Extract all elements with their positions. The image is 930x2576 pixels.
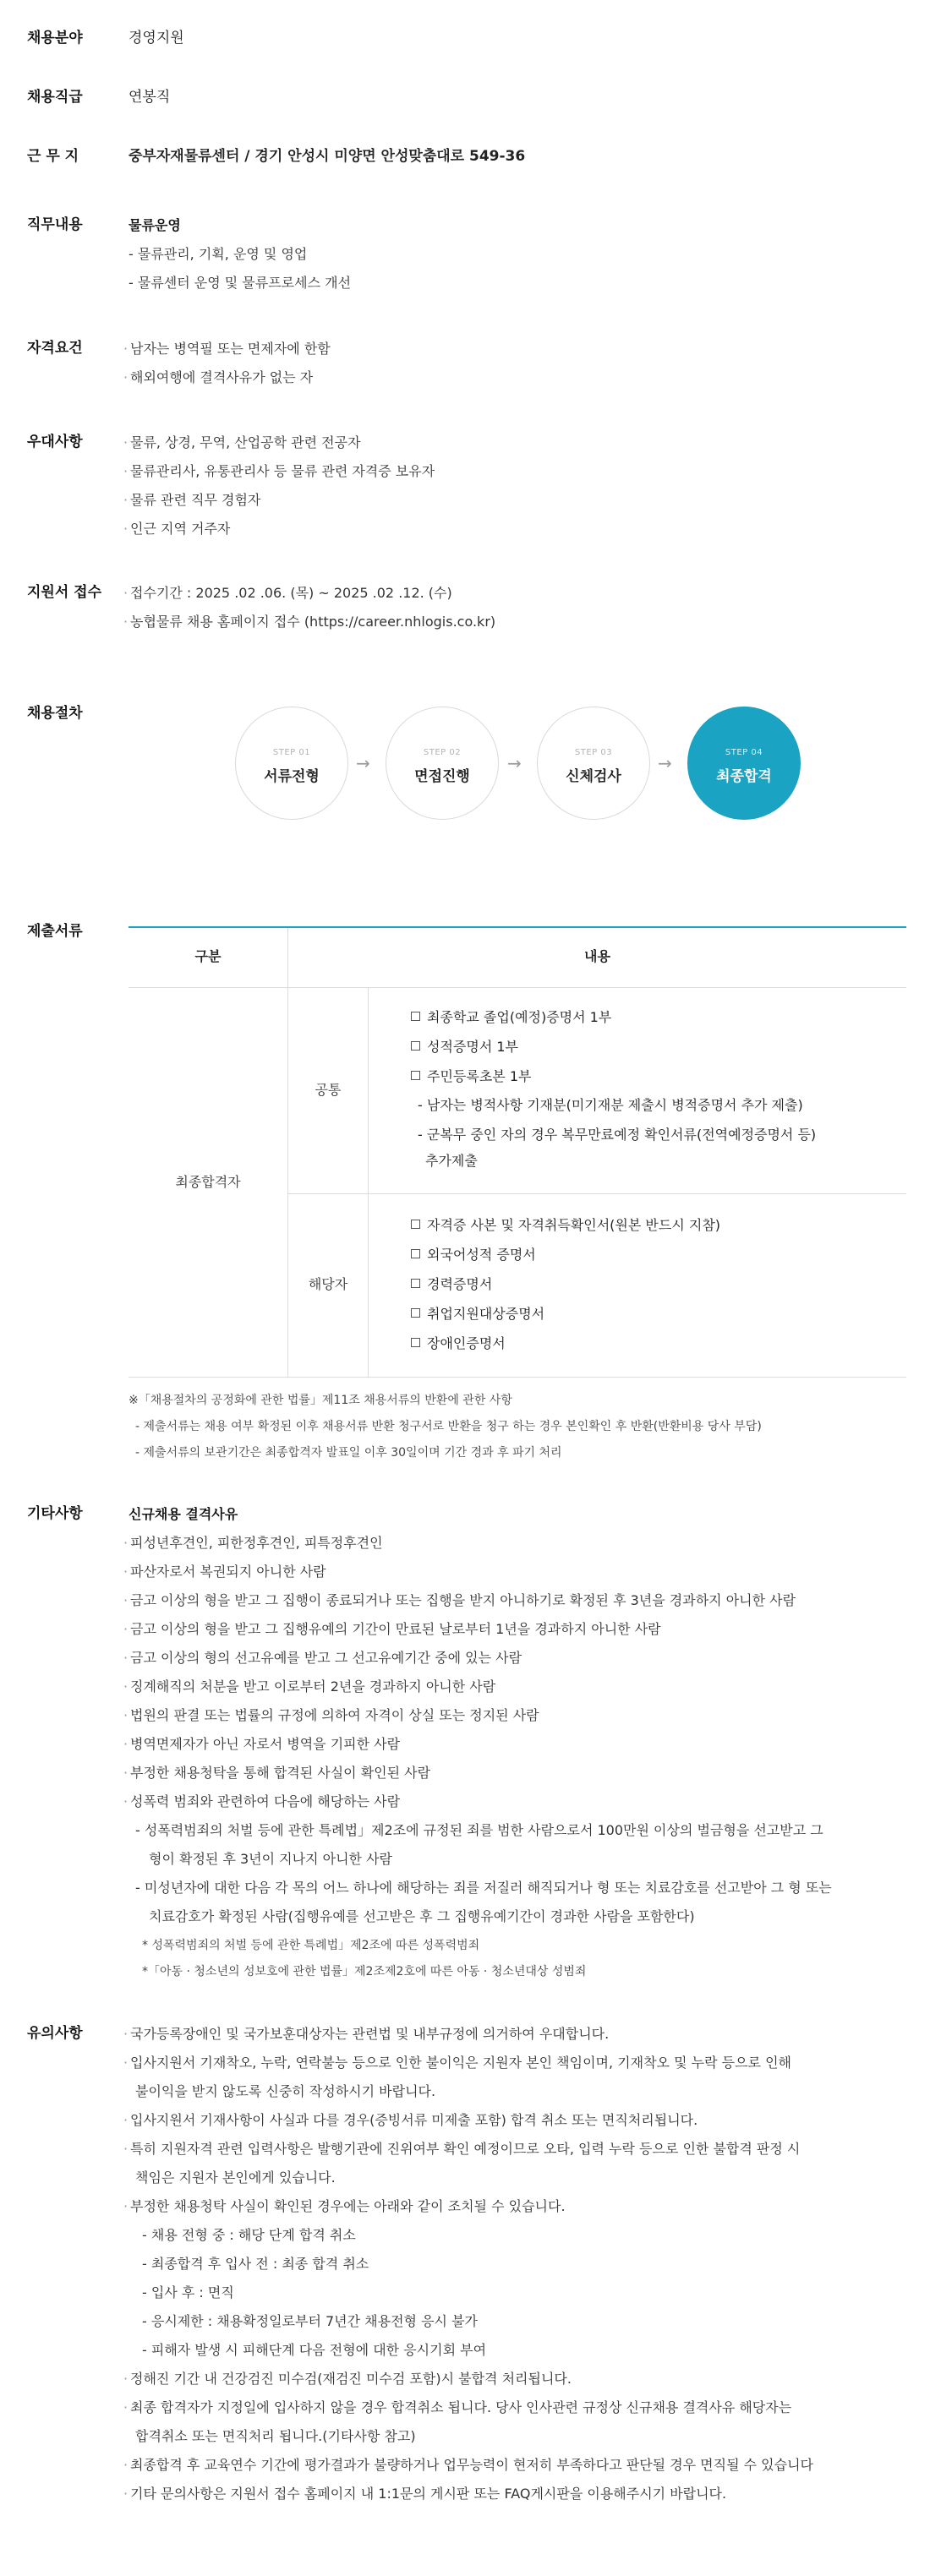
- label-qualifications: 자격요건: [27, 340, 83, 357]
- label-location: 근 무 지: [27, 148, 79, 165]
- checkbox-icon: [411, 1220, 420, 1229]
- application-item: · 접수기간 : 2025 .02 .06. (목) ~ 2025 .02 .12. (수): [123, 585, 452, 601]
- notice-item: · 최종 합격자가 지정일에 입사하지 않을 경우 합격취소 됩니다. 당사 인사관련 규정상 신규채용 결격사유 해당자는: [123, 2399, 792, 2415]
- document-subitem: - 군복무 중인 자의 경우 복무만료예정 확인서류(전역예정증명서 등): [418, 1127, 817, 1143]
- row-label-final: 최종합격자: [175, 1174, 241, 1190]
- arrow-right-icon: →: [356, 753, 370, 773]
- table-top-border: [129, 926, 906, 928]
- step-physical-exam: [537, 707, 650, 820]
- disqualification-item: · 법원의 판결 또는 법률의 규정에 의하여 자격이 상실 또는 정지된 사람: [123, 1707, 539, 1723]
- qualification-item: · 남자는 병역필 또는 면제자에 한함: [123, 341, 331, 357]
- checkbox-icon: [411, 1041, 420, 1051]
- disqualification-item: · 파산자로서 복권되지 아니한 사람: [123, 1564, 326, 1580]
- document-item: 취업지원대상증명서: [411, 1307, 544, 1321]
- notice-item-cont: 합격취소 또는 면직처리 됩니다.(기타사항 참고): [135, 2428, 416, 2444]
- notice-item: · 특히 지원자격 관련 입력사항은 발행기관에 진위여부 확인 예정이므로 오타, 입력 누락 등으로 인한 불합격 판정 시: [123, 2141, 801, 2157]
- notice-subitem: - 응시제한 : 채용확정일로부터 7년간 채용전형 응시 불가: [142, 2313, 478, 2329]
- checkbox-icon: [411, 1071, 420, 1080]
- document-item: 경력증명서: [411, 1278, 492, 1291]
- checkbox-icon: [411, 1308, 420, 1318]
- label-preferences: 우대사항: [27, 434, 83, 450]
- step-number: STEP 04: [725, 748, 763, 757]
- preference-item: · 물류, 상경, 무역, 산업공학 관련 전공자: [123, 434, 361, 450]
- step-name: 최종합격: [716, 768, 772, 785]
- checkbox-icon: [411, 1012, 420, 1021]
- label-field: 채용분야: [27, 30, 83, 46]
- row-label-applicable: 해당자: [308, 1276, 348, 1292]
- table-header-content: 내용: [584, 948, 610, 964]
- notice-item: · 기타 문의사항은 지원서 접수 홈페이지 내 1:1문의 게시판 또는 FAQ게시판을 이용해주시기 바랍니다.: [123, 2486, 727, 2502]
- value-location: 중부자재물류센터 / 경기 안성시 미양면 안성맞춤대로 549-36: [129, 148, 526, 165]
- notice-subitem: - 입사 후 : 면직: [142, 2284, 234, 2300]
- step-interview: [386, 707, 499, 820]
- step-number: STEP 02: [423, 748, 462, 757]
- notice-item-cont: 불이익을 받지 않도록 신중히 작성하시기 바랍니다.: [135, 2083, 436, 2099]
- step-name: 신체검사: [566, 768, 621, 785]
- document-note: ※「채용절차의 공정화에 관한 법률」제11조 채용서류의 반환에 관한 사항: [129, 1394, 512, 1407]
- label-duties: 직무내용: [27, 216, 83, 233]
- disqualification-subitem-cont: 형이 확정된 후 3년이 지나지 아니한 사람: [149, 1851, 392, 1867]
- notice-item: · 입사지원서 기재착오, 누락, 연락불능 등으로 인한 불이익은 지원자 본인 책임이며, 기재착오 및 누락 등으로 인해: [123, 2055, 791, 2071]
- disqualification-item: · 성폭력 범죄와 관련하여 다음에 해당하는 사람: [123, 1793, 401, 1809]
- notice-item: · 부정한 채용청탁 사실이 확인된 경우에는 아래와 같이 조치될 수 있습니다.: [123, 2198, 566, 2214]
- footnote: * 성폭력범죄의 처벌 등에 관한 특례법」제2조에 따른 성폭력범죄: [142, 1939, 480, 1952]
- table-divider: [368, 987, 369, 1377]
- disqualification-item: · 부정한 채용청탁을 통해 합격된 사실이 확인된 사람: [123, 1765, 431, 1781]
- document-subitem: 추가제출: [425, 1153, 478, 1169]
- notice-subitem: - 피해자 발생 시 피해단계 다음 전형에 대한 응시기회 부여: [142, 2342, 487, 2358]
- qualification-item: · 해외여행에 결격사유가 없는 자: [123, 369, 314, 385]
- notice-item: · 입사지원서 기재사항이 사실과 다를 경우(증빙서류 미제출 포함) 합격 취소 또는 면직처리됩니다.: [123, 2112, 698, 2128]
- step-name: 서류전형: [264, 768, 320, 785]
- arrow-right-icon: →: [658, 753, 672, 773]
- duties-item: - 물류센터 운영 및 물류프로세스 개선: [129, 275, 352, 291]
- disqualification-subitem-cont: 치료감호가 확정된 사람(집행유예를 선고받은 후 그 집행유예기간이 경과한 사람을 포함한다): [149, 1908, 695, 1924]
- step-number: STEP 01: [272, 748, 311, 757]
- notice-item: · 정해진 기간 내 건강검진 미수검(재검진 미수검 포함)시 불합격 처리됩니다.: [123, 2371, 572, 2387]
- application-item: · 농협물류 채용 홈페이지 접수 (https://career.nhlogis.co.kr): [123, 614, 496, 630]
- document-note: - 제출서류는 채용 여부 확정된 이후 채용서류 반환 청구서로 반환을 청구 하는 경우 본인확인 후 반환(반환비용 당사 부담): [135, 1420, 762, 1433]
- footnote: *「아동 · 청소년의 성보호에 관한 법률」제2조제2호에 따른 아동 · 청소년대상 성범죄: [142, 1965, 587, 1978]
- checkbox-icon: [411, 1338, 420, 1347]
- preference-item: · 물류관리사, 유통관리사 등 물류 관련 자격증 보유자: [123, 463, 435, 479]
- disqualification-item: · 징계해직의 처분을 받고 이로부터 2년을 경과하지 아니한 사람: [123, 1678, 496, 1695]
- preference-item: · 물류 관련 직무 경험자: [123, 492, 261, 508]
- disqualification-item: · 금고 이상의 형의 선고유예를 받고 그 선고유예기간 중에 있는 사람: [123, 1650, 522, 1666]
- notice-item: · 최종합격 후 교육연수 기간에 평가결과가 불량하거나 업무능력이 현저히 부족하다고 판단될 경우 면직될 수 있습니다: [123, 2457, 814, 2473]
- checkbox-icon: [411, 1279, 420, 1288]
- disqualification-item: · 병역면제자가 아닌 자로서 병역을 기피한 사람: [123, 1736, 401, 1752]
- document-item: 성적증명서 1부: [411, 1040, 518, 1054]
- value-rank: 연봉직: [129, 89, 171, 106]
- step-final-pass: [687, 707, 801, 820]
- notice-item-cont: 책임은 지원자 본인에게 있습니다.: [135, 2169, 336, 2186]
- duties-item: - 물류관리, 기획, 운영 및 영업: [129, 246, 308, 262]
- step-number: STEP 03: [574, 748, 613, 757]
- label-other: 기타사항: [27, 1505, 83, 1522]
- label-application: 지원서 접수: [27, 584, 102, 601]
- document-item: 자격증 사본 및 자격취득확인서(원본 반드시 지참): [411, 1219, 720, 1232]
- duties-title: 물류운영: [129, 217, 181, 233]
- step-document-screening: [235, 707, 348, 820]
- document-item: 장애인증명서: [411, 1337, 506, 1351]
- table-divider: [287, 1193, 906, 1194]
- notice-subitem: - 최종합격 후 입사 전 : 최종 합격 취소: [142, 2256, 369, 2272]
- label-process: 채용절차: [27, 705, 83, 722]
- notice-subitem: - 채용 전형 중 : 해당 단계 합격 취소: [142, 2227, 356, 2243]
- notice-item: · 국가등록장애인 및 국가보훈대상자는 관련법 및 내부규정에 의거하여 우대합니다.: [123, 2026, 610, 2042]
- disqualification-item: · 피성년후견인, 피한정후견인, 피특정후견인: [123, 1535, 383, 1551]
- label-documents: 제출서류: [27, 923, 83, 940]
- table-divider: [129, 987, 906, 988]
- other-title: 신규채용 결격사유: [129, 1506, 238, 1522]
- label-rank: 채용직급: [27, 89, 83, 106]
- row-label-common: 공통: [315, 1082, 342, 1098]
- preference-item: · 인근 지역 거주자: [123, 521, 231, 537]
- step-name: 면접진행: [414, 768, 470, 785]
- document-note: - 제출서류의 보관기간은 최종합격자 발표일 이후 30일이며 기간 경과 후 파기 처리: [135, 1446, 562, 1460]
- disqualification-item: · 금고 이상의 형을 받고 그 집행유예의 기간이 만료된 날로부터 1년을 경과하지 아니한 사람: [123, 1621, 661, 1637]
- document-item: 외국어성적 증명서: [411, 1248, 536, 1262]
- value-field: 경영지원: [129, 30, 184, 46]
- checkbox-icon: [411, 1249, 420, 1258]
- table-divider: [129, 1377, 906, 1378]
- table-divider: [287, 928, 288, 1377]
- table-header-category: 구분: [194, 948, 222, 964]
- document-item: 최종학교 졸업(예정)증명서 1부: [411, 1011, 611, 1024]
- arrow-right-icon: →: [507, 753, 522, 773]
- disqualification-subitem: - 성폭력범죄의 처벌 등에 관한 특례법」제2조에 규정된 죄를 범한 사람으로서 100만원 이상의 벌금형을 선고받고 그: [135, 1822, 823, 1838]
- document-item: 주민등록초본 1부: [411, 1070, 531, 1083]
- disqualification-item: · 금고 이상의 형을 받고 그 집행이 종료되거나 또는 집행을 받지 아니하기로 확정된 후 3년을 경과하지 아니한 사람: [123, 1592, 796, 1608]
- label-notice: 유의사항: [27, 2025, 83, 2042]
- document-subitem: - 남자는 병적사항 기재분(미기재분 제출시 병적증명서 추가 제출): [418, 1097, 803, 1113]
- disqualification-subitem: - 미성년자에 대한 다음 각 목의 어느 하나에 해당하는 죄를 저질러 해직되거나 형 또는 치료감호를 선고받아 그 형 또는: [135, 1880, 832, 1896]
